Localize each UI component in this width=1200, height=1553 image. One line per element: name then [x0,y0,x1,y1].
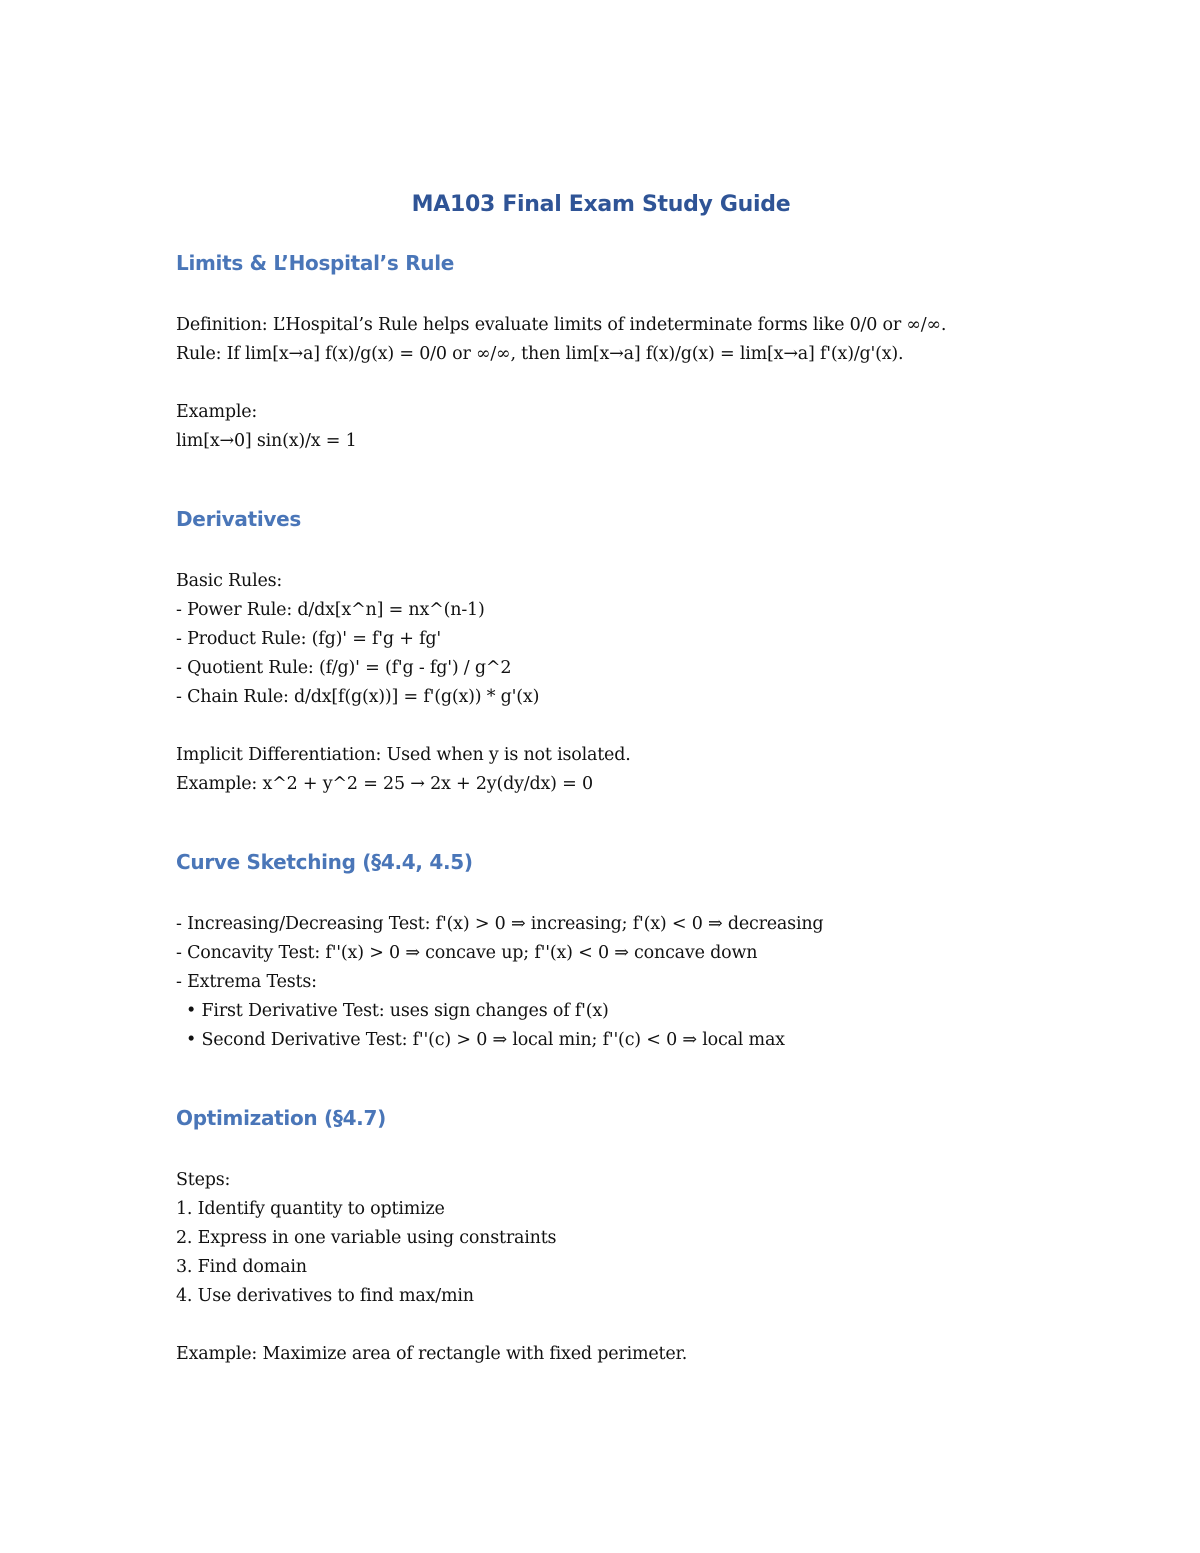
optimization-step-4: 4. Use derivatives to find max/min [176,1286,474,1306]
curve-concavity-test: - Concavity Test: f''(x) > 0 ⇒ concave up; f''(x) < 0 ⇒ concave down [176,943,758,963]
curve-second-derivative-test: • Second Derivative Test: f''(c) > 0 ⇒ local min; f''(c) < 0 ⇒ local max [186,1030,785,1050]
document-title: MA103 Final Exam Study Guide [411,192,791,217]
derivatives-chain-rule: - Chain Rule: d/dx[f(g(x))] = f'(g(x)) * g'(x) [176,687,540,707]
optimization-step-2: 2. Express in one variable using constraints [176,1228,557,1248]
derivatives-implicit-example: Example: x^2 + y^2 = 25 → 2x + 2y(dy/dx) = 0 [176,774,593,794]
derivatives-basic-rules-label: Basic Rules: [176,571,283,591]
optimization-steps-label: Steps: [176,1170,231,1190]
section-heading-limits: Limits & L’Hospital’s Rule [176,251,455,275]
curve-extrema-label: - Extrema Tests: [176,972,317,992]
limits-example: lim[x→0] sin(x)/x = 1 [176,431,357,451]
limits-example-label: Example: [176,402,258,422]
derivatives-power-rule: - Power Rule: d/dx[x^n] = nx^(n-1) [176,600,485,620]
optimization-step-3: 3. Find domain [176,1257,307,1277]
section-heading-derivatives: Derivatives [176,507,302,531]
optimization-step-1: 1. Identify quantity to optimize [176,1199,445,1219]
optimization-example: Example: Maximize area of rectangle with fixed perimeter. [176,1344,688,1364]
limits-rule: Rule: If lim[x→a] f(x)/g(x) = 0/0 or ∞/∞, then lim[x→a] f(x)/g(x) = lim[x→a] f'(x)/g'(x). [176,344,904,364]
limits-definition: Definition: L’Hospital’s Rule helps evaluate limits of indeterminate forms like 0/0 or ∞/∞. [176,315,947,335]
document-body [176,188,1026,1369]
section-heading-curve-sketching: Curve Sketching (§4.4, 4.5) [176,850,473,874]
section-heading-optimization: Optimization (§4.7) [176,1106,386,1130]
derivatives-product-rule: - Product Rule: (fg)' = f'g + fg' [176,629,441,649]
derivatives-implicit: Implicit Differentiation: Used when y is not isolated. [176,745,631,765]
curve-increasing-test: - Increasing/Decreasing Test: f'(x) > 0 ⇒ increasing; f'(x) < 0 ⇒ decreasing [176,914,824,934]
derivatives-quotient-rule: - Quotient Rule: (f/g)' = (f'g - fg') / g^2 [176,658,512,678]
curve-first-derivative-test: • First Derivative Test: uses sign changes of f'(x) [186,1001,609,1021]
